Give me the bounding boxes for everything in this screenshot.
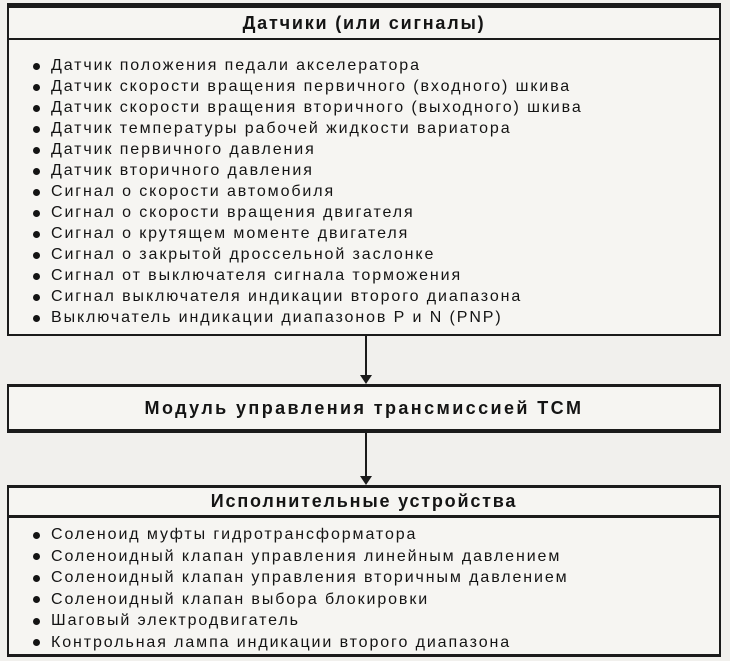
bullet-icon (33, 84, 40, 91)
actuator-item-label: Соленоид муфты гидротрансформатора (51, 526, 418, 543)
arrow-tcm-to-actuators (358, 433, 373, 485)
tcm-box-title: Модуль управления трансмиссией TCM (144, 397, 584, 418)
bullet-icon (33, 168, 40, 175)
arrow-down-icon (360, 476, 372, 485)
bullet-icon (33, 532, 40, 539)
sensor-item-label: Сигнал выключателя индикации второго диапазона (51, 288, 523, 305)
sensor-list-item (33, 118, 711, 139)
arrow-line (365, 336, 367, 376)
bullet-icon (33, 210, 40, 217)
bullet-icon (33, 126, 40, 133)
actuator-list-item (33, 632, 711, 654)
sensor-list-item (33, 244, 711, 265)
sensor-item-label: Датчик температуры рабочей жидкости вариатора (51, 120, 512, 137)
sensor-item-label: Выключатель индикации диапазонов Р и N (PNP) (51, 309, 503, 326)
sensor-list-item (33, 265, 711, 286)
bullet-icon (33, 273, 40, 280)
sensor-list-item (33, 160, 711, 181)
sensor-list-item (33, 307, 711, 328)
bullet-icon (33, 105, 40, 112)
sensor-item-label: Сигнал о закрытой дроссельной заслонке (51, 246, 436, 263)
bullet-icon (33, 553, 40, 560)
bullet-icon (33, 596, 40, 603)
sensor-item-label: Датчик первичного давления (51, 141, 316, 158)
bullet-icon (33, 575, 40, 582)
bullet-icon (33, 294, 40, 301)
arrow-sensors-to-tcm (358, 336, 373, 384)
sensor-list-item (33, 223, 711, 244)
bullet-icon (33, 147, 40, 154)
actuator-list-item (33, 524, 711, 546)
actuators-box (7, 485, 721, 657)
bullet-icon (33, 252, 40, 259)
actuators-box-title: Исполнительные устройства (9, 488, 719, 518)
sensor-item-label: Сигнал о крутящем моменте двигателя (51, 225, 410, 242)
bullet-icon (33, 189, 40, 196)
bullet-icon (33, 63, 40, 70)
sensor-item-label: Датчик скорости вращения первичного (входного) шкива (51, 78, 572, 95)
sensor-item-label: Сигнал о скорости автомобиля (51, 183, 336, 200)
arrow-down-icon (360, 375, 372, 384)
bullet-icon (33, 231, 40, 238)
actuator-item-label: Контрольная лампа индикации второго диапазона (51, 633, 512, 651)
sensor-list-item (33, 202, 711, 223)
actuator-list-item (33, 610, 711, 632)
bullet-icon (33, 618, 40, 625)
sensor-list-item (33, 286, 711, 307)
sensor-list-item (33, 181, 711, 202)
sensors-list (9, 40, 719, 328)
actuator-list-item (33, 567, 711, 589)
sensor-list-item (33, 97, 711, 118)
sensor-list-item (33, 76, 711, 97)
sensor-item-label: Сигнал от выключателя сигнала торможения (51, 267, 463, 284)
actuators-list (9, 518, 719, 653)
sensor-list-item (33, 139, 711, 160)
bullet-icon (33, 639, 40, 646)
bullet-icon (33, 315, 40, 322)
sensors-box-title: Датчики (или сигналы) (9, 8, 719, 40)
tcm-box (7, 384, 721, 433)
actuator-list-item (33, 589, 711, 611)
actuator-item-label: Соленоидный клапан выбора блокировки (51, 590, 430, 608)
sensor-list-item (33, 55, 711, 76)
sensor-item-label: Датчик положения педали акселератора (51, 57, 421, 74)
sensor-item-label: Датчик вторичного давления (51, 162, 314, 179)
actuator-item-label: Шаговый электродвигатель (51, 612, 300, 629)
actuator-list-item (33, 546, 711, 568)
sensor-item-label: Датчик скорости вращения вторичного (выходного) шкива (51, 99, 583, 116)
sensors-box (7, 3, 721, 336)
sensor-item-label: Сигнал о скорости вращения двигателя (51, 204, 415, 221)
actuator-item-label: Соленоидный клапан управления вторичным давлением (51, 569, 569, 586)
arrow-line (365, 433, 367, 477)
actuator-item-label: Соленоидный клапан управления линейным давлением (51, 547, 562, 565)
